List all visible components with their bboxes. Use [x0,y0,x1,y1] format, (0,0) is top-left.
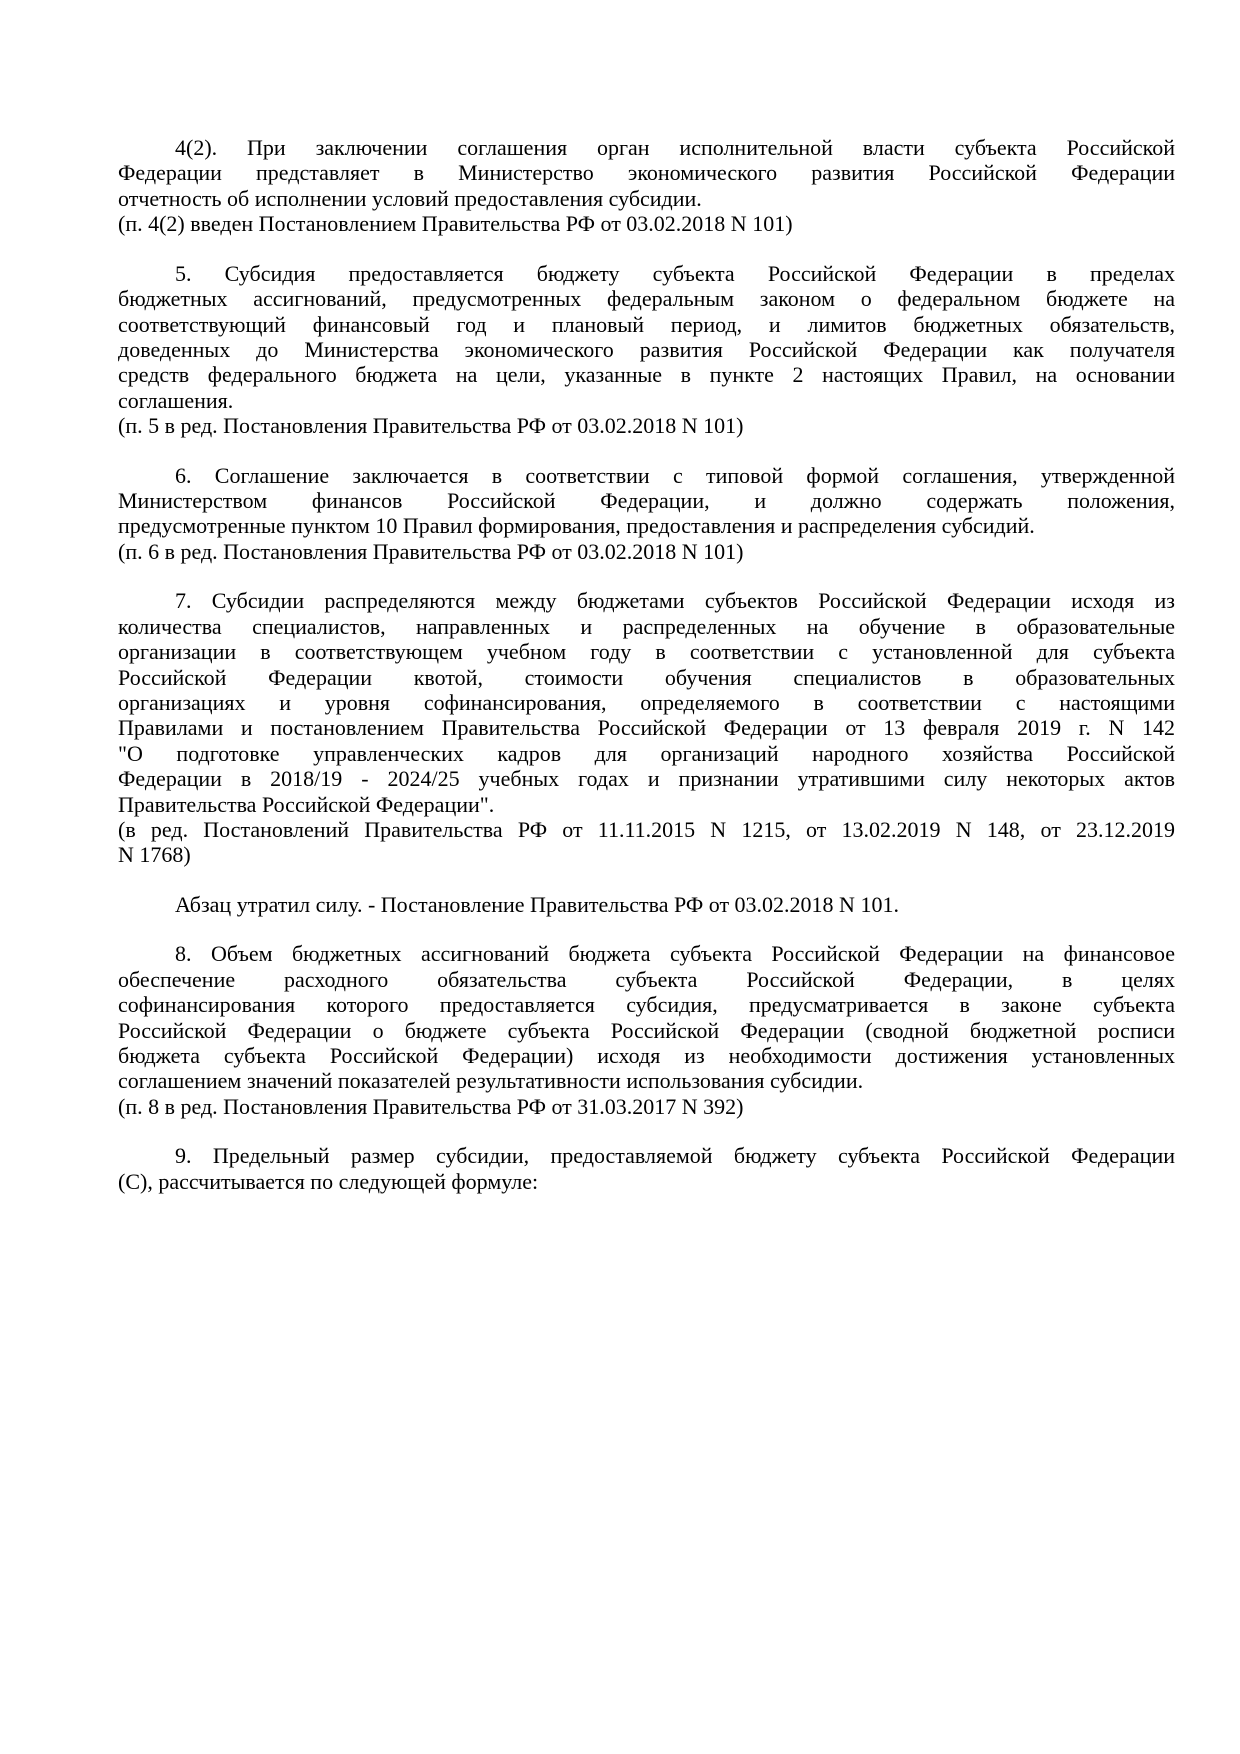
paragraph [118,135,1175,237]
amendment-note: (п. 5 в ред. Постановления Правительства РФ от 03.02.2018 N 101) [118,413,744,439]
paragraph-line: 5. Субсидия предоставляется бюджету субъекта Российской Федерации в пределах [175,260,1175,286]
paragraph-line: Федерации в 2018/19 - 2024/25 учебных годах и признании утратившими силу некоторых актов [118,766,1175,792]
paragraph-line: бюджетных ассигнований, предусмотренных федеральным законом о федеральном бюджете на [118,286,1175,312]
paragraph-line: 9. Предельный размер субсидии, предоставляемой бюджету субъекта Российской Федерации [175,1143,1175,1169]
paragraph-line: (С), рассчитывается по следующей формуле: [118,1168,539,1194]
document-page [118,135,1175,1218]
paragraph-line: соответствующий финансовый год и плановый период, и лимитов бюджетных обязательств, [118,311,1175,337]
paragraph-line: средств федерального бюджета на цели, указанные в пункте 2 настоящих Правил, на основании [118,362,1175,388]
paragraph-line: доведенных до Министерства экономического развития Российской Федерации как получателя [118,336,1175,362]
paragraph-line: соглашением значений показателей результативности использования субсидии. [118,1068,864,1094]
paragraph-line: 7. Субсидии распределяются между бюджетами субъектов Российской Федерации исходя из [175,588,1175,614]
paragraph [118,463,1175,565]
paragraph-line: соглашения. [118,387,234,413]
paragraph-line: организациях и уровня софинансирования, определяемого в соответствии с настоящими [118,689,1175,715]
paragraph-line: 8. Объем бюджетных ассигнований бюджета субъекта Российской Федерации на финансовое [175,941,1175,967]
paragraph-line: 4(2). При заключении соглашения орган исполнительной власти субъекта Российской [175,135,1175,160]
paragraph [118,261,1175,439]
amendment-note: (в ред. Постановлений Правительства РФ от 11.11.2015 N 1215, от 13.02.2019 N 148, от 23.12.2019 [118,816,1175,842]
paragraph-line: Федерации представляет в Министерство экономического развития Российской Федерации [118,160,1175,186]
paragraph-line: Российской Федерации о бюджете субъекта Российской Федерации (сводной бюджетной росписи [118,1017,1175,1043]
paragraph-line: 6. Соглашение заключается в соответствии с типовой формой соглашения, утвержденной [175,462,1175,488]
paragraph-line: Правилами и постановлением Правительства Российской Федерации от 13 февраля 2019 г. N 142 [118,715,1175,741]
paragraph-line: бюджета субъекта Российской Федерации) исходя из необходимости достижения установленных [118,1043,1175,1069]
paragraph-line: Абзац утратил силу. - Постановление Правительства РФ от 03.02.2018 N 101. [175,891,899,917]
paragraph [118,892,1175,917]
paragraph-line: софинансирования которого предоставляется субсидия, предусматривается в законе субъекта [118,992,1175,1018]
paragraph [118,1143,1175,1194]
paragraph-line: Российской Федерации квотой, стоимости обучения специалистов в образовательных [118,664,1175,690]
paragraph-line: Правительства Российской Федерации". [118,791,495,817]
paragraph [118,588,1175,867]
amendment-note: N 1768) [118,842,191,868]
paragraph-line: обеспечение расходного обязательства субъекта Российской Федерации, в целях [118,966,1175,992]
paragraph-line: организации в соответствующем учебном году в соответствии с установленной для субъекта [118,639,1175,665]
paragraph-line: Министерством финансов Российской Федерации, и должно содержать положения, [118,488,1175,514]
paragraph [118,941,1175,1119]
paragraph-line: количества специалистов, направленных и распределенных на обучение в образовательные [118,613,1175,639]
paragraph-line: предусмотренные пунктом 10 Правил формирования, предоставления и распределения субсидий. [118,513,1035,539]
paragraph-line: отчетность об исполнении условий предоставления субсидии. [118,185,702,211]
paragraph-line: "О подготовке управленческих кадров для организаций народного хозяйства Российской [118,740,1175,766]
amendment-note: (п. 6 в ред. Постановления Правительства РФ от 03.02.2018 N 101) [118,538,744,564]
amendment-note: (п. 8 в ред. Постановления Правительства РФ от 31.03.2017 N 392) [118,1093,744,1119]
amendment-note: (п. 4(2) введен Постановлением Правительства РФ от 03.02.2018 N 101) [118,211,793,237]
